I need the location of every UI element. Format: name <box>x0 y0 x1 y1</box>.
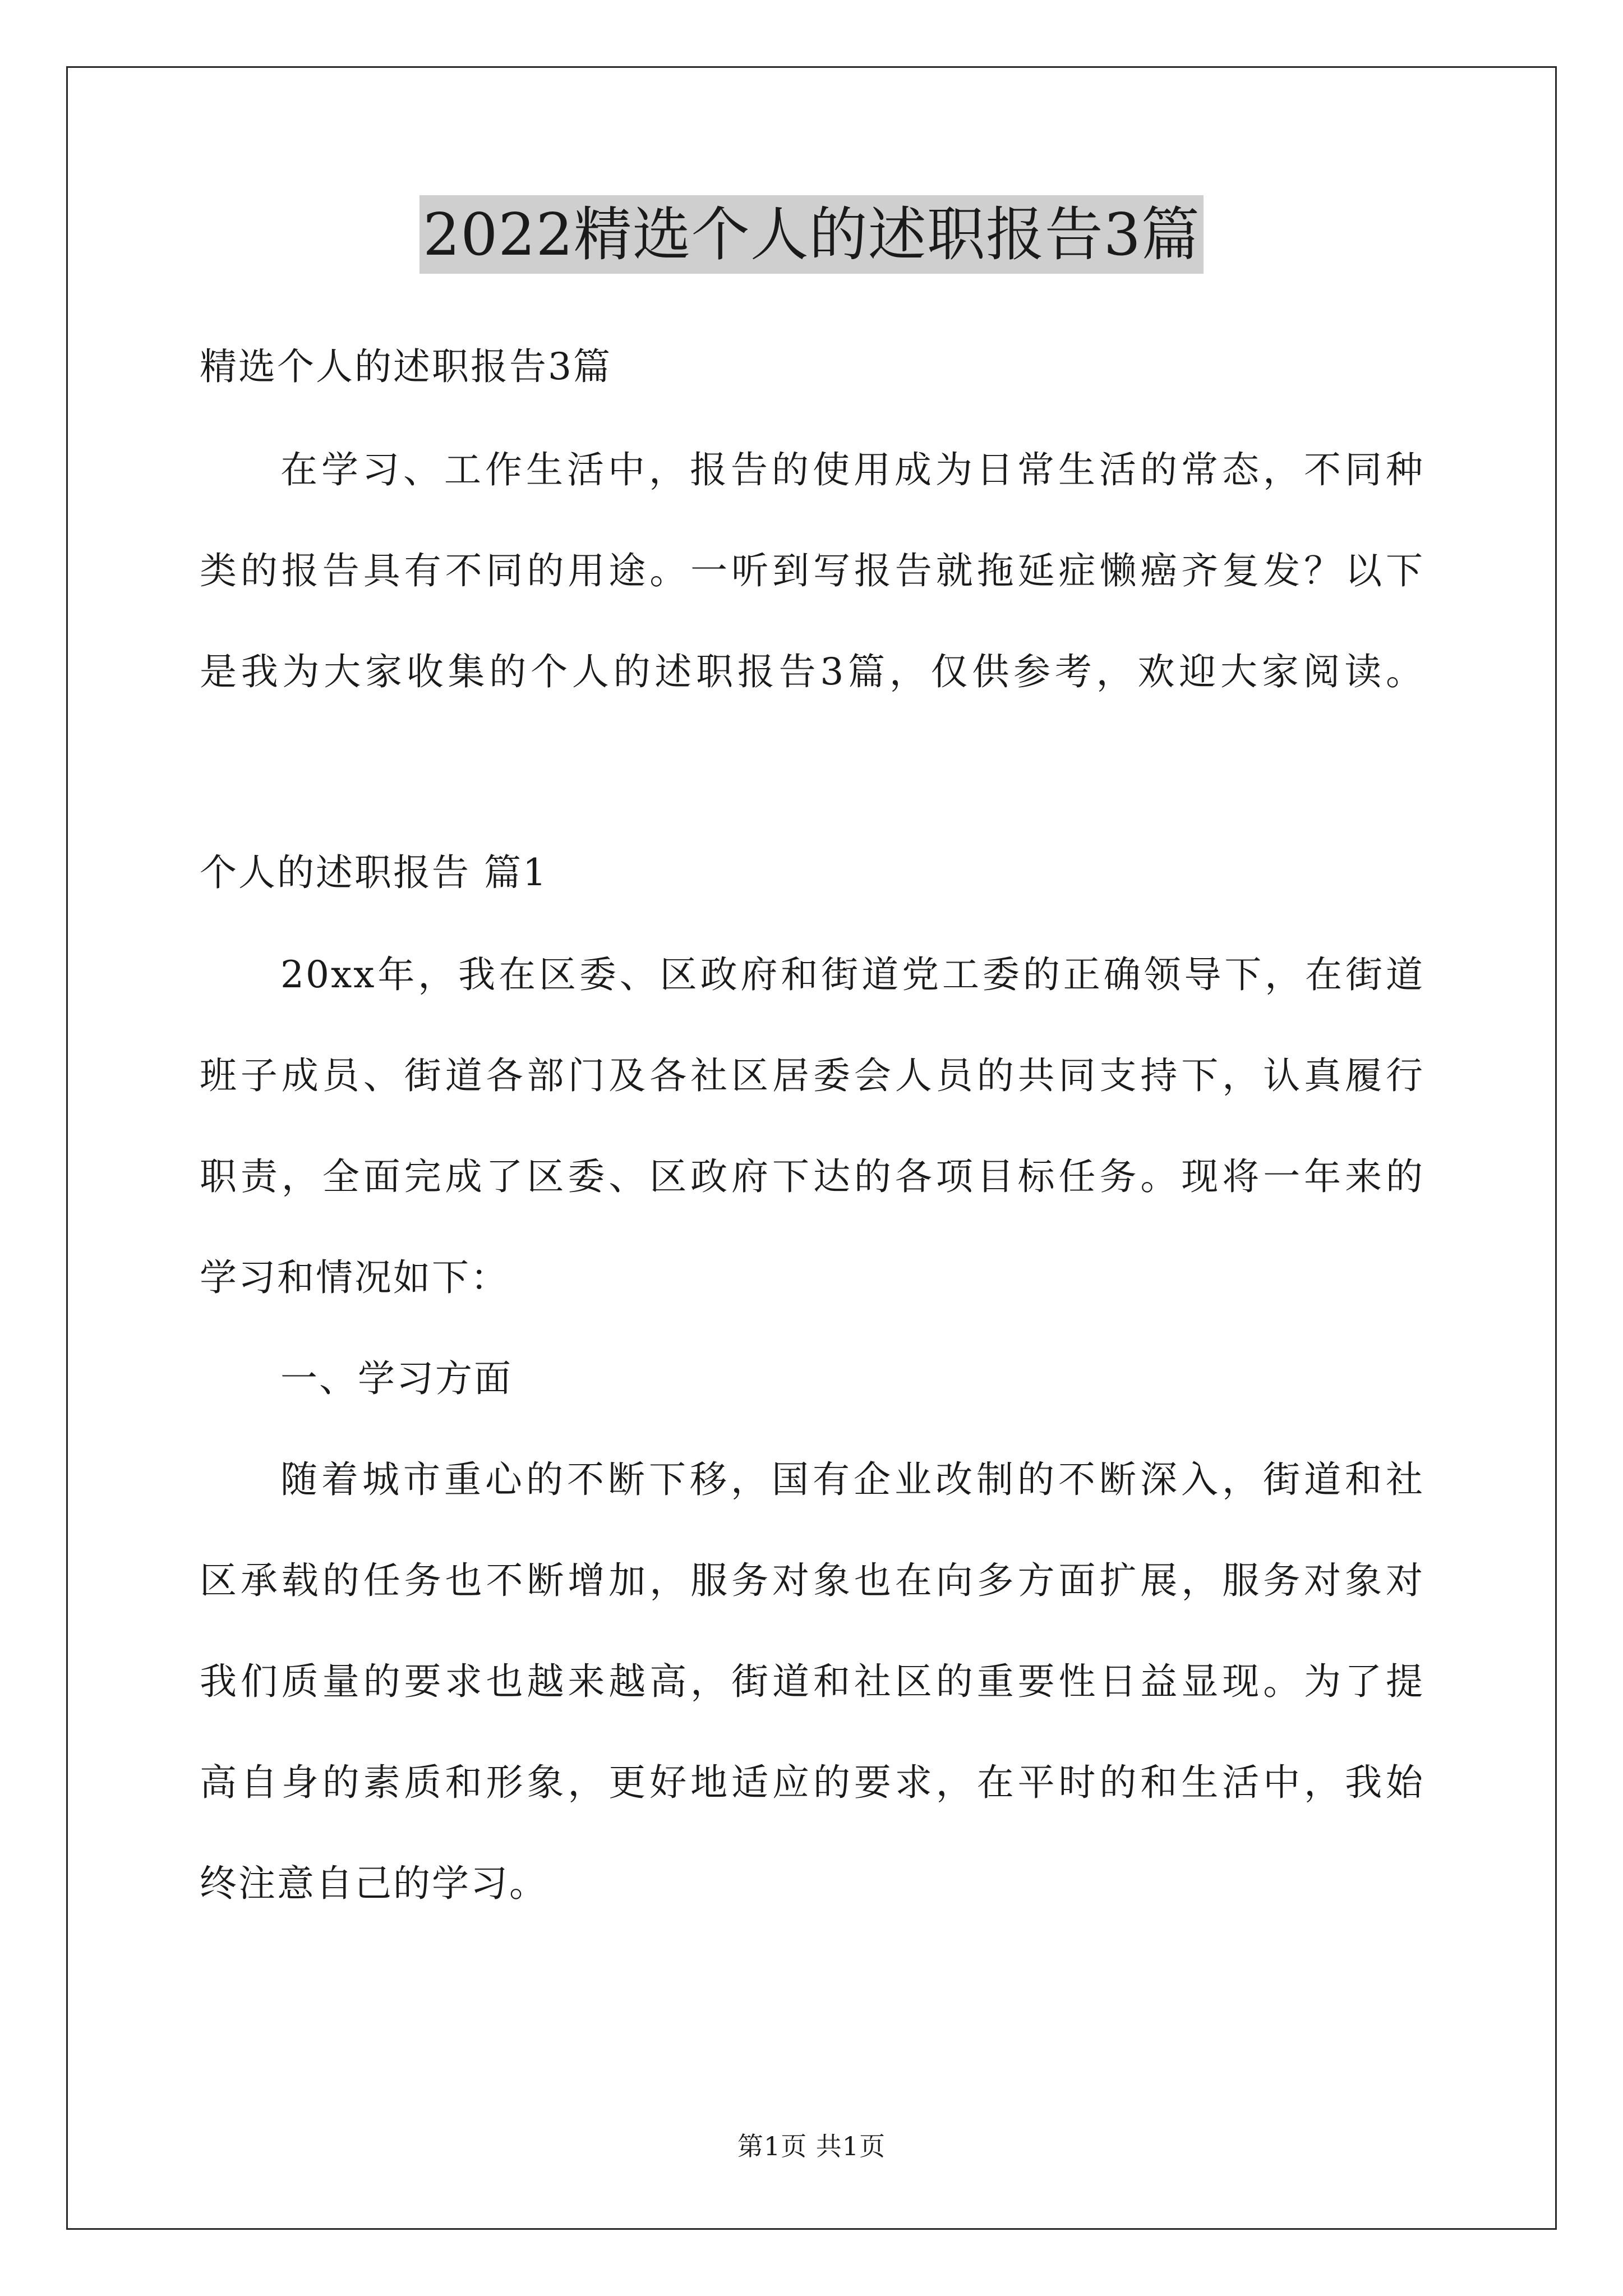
p2-line-1: 随着城市重心的不断下移，国有企业改制的不断深入，街道和社 <box>280 1458 1424 1501</box>
p1-line-2: 班子成员、街道各部门及各社区居委会人员的共同支持下，认真履行 <box>200 1054 1424 1097</box>
intro-line-2: 类的报告具有不同的用途。一听到写报告就拖延症懒癌齐复发？以下 <box>200 549 1424 592</box>
p2-line-5: 终注意自己的学习。 <box>200 1862 548 1905</box>
p1-line-4: 学习和情况如下： <box>200 1256 509 1299</box>
section-heading: 个人的述职报告 篇1 <box>200 851 548 894</box>
title-container <box>0 195 1623 274</box>
p2-line-3: 我们质量的要求也越来越高，街道和社区的重要性日益显现。为了提 <box>200 1660 1424 1703</box>
p2-line-4: 高自身的素质和形象，更好地适应的要求，在平时的和生活中，我始 <box>200 1761 1424 1804</box>
p1-line-1: 20xx年，我在区委、区政府和街道党工委的正确领导下，在街道 <box>280 953 1424 996</box>
document-title: 2022精选个人的述职报告3篇 <box>419 195 1204 274</box>
subtitle: 精选个人的述职报告3篇 <box>200 345 612 388</box>
intro-line-1: 在学习、工作生活中，报告的使用成为日常生活的常态，不同种 <box>280 448 1424 491</box>
sub-heading: 一、学习方面 <box>280 1357 513 1400</box>
intro-line-3: 是我为大家收集的个人的述职报告3篇，仅供参考，欢迎大家阅读。 <box>200 650 1424 693</box>
page-footer: 第1页 共1页 <box>737 2131 886 2161</box>
p2-line-2: 区承载的任务也不断增加，服务对象也在向多方面扩展，服务对象对 <box>200 1559 1424 1602</box>
p1-line-3: 职责，全面完成了区委、区政府下达的各项目标任务。现将一年来的 <box>200 1155 1424 1198</box>
